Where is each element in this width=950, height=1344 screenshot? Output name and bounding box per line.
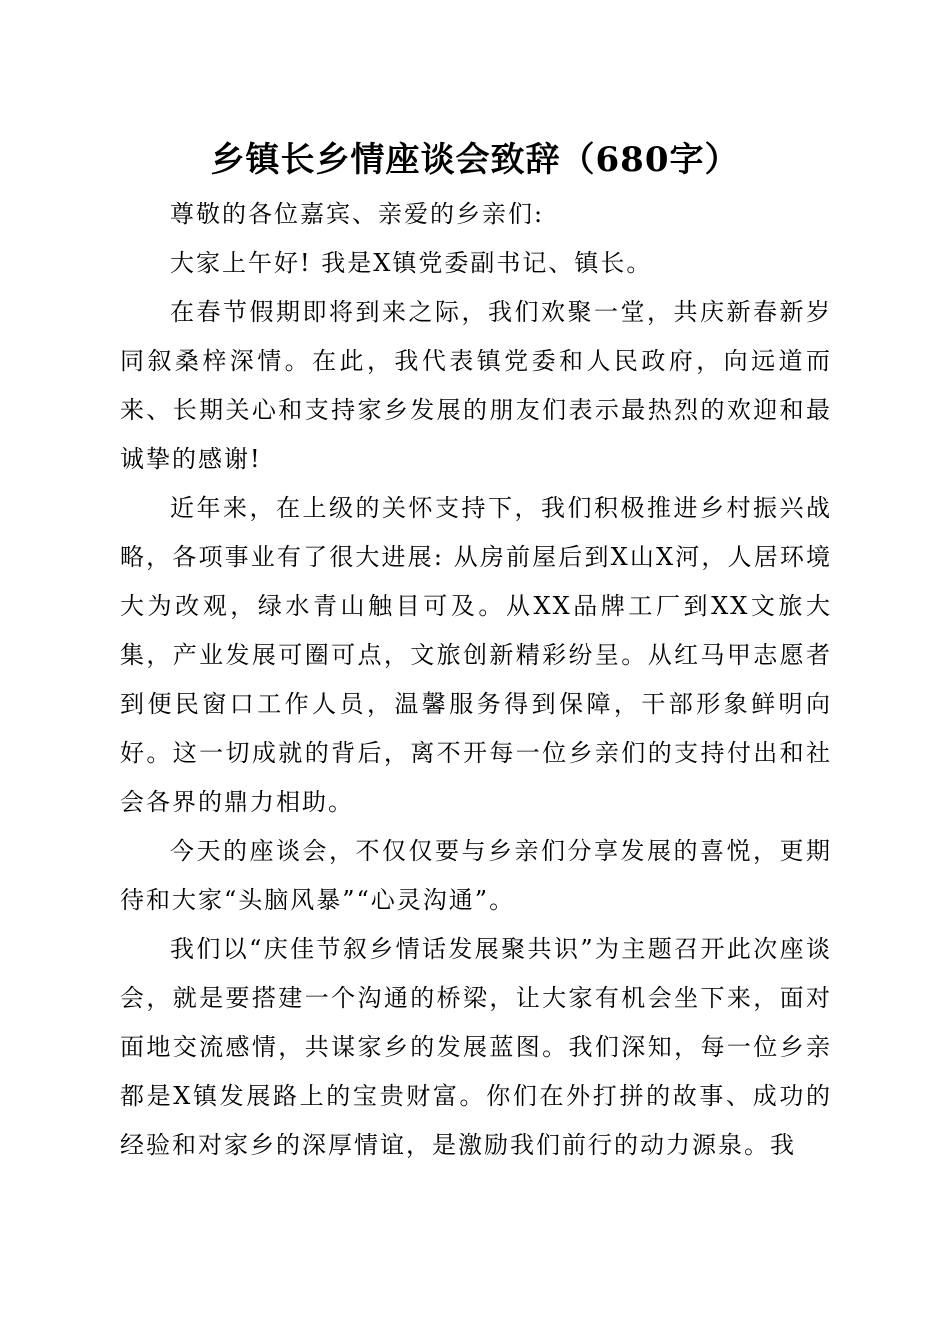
document-body (120, 190, 832, 1170)
paragraph-welcome: 在春节假期即将到来之际，我们欢聚一堂，共庆新春新岁同叙桑梓深情。在此，我代表镇党委和人民政府，向远道而来、长期关心和支持家乡发展的朋友们表示最热烈的欢迎和最诚挚的感谢! (120, 298, 832, 473)
paragraph-greeting: 大家上午好! 我是X镇党委副书记、镇长。 (170, 249, 653, 277)
paragraph-salutation: 尊敬的各位嘉宾、亲爱的乡亲们: (170, 200, 545, 228)
document-title: 乡镇长乡情座谈会致辞（680字） (210, 140, 740, 180)
paragraph-achievements: 近年来，在上级的关怀支持下，我们积极推进乡村振兴战略，各项事业有了很大进展: 从房前屋后到X山X河，人居环境大为改观，绿水青山触目可及。从XX品牌工厂到XX文旅大集，产业发展可圈可点，文旅创新精彩纷呈。从红马甲志愿者到便民窗口工作人员，温馨服务得到保障，干部形象鲜明向好。这一切成就的背后，离不开每一位乡亲们的支持付出和社会各界的鼎力相助。 (120, 494, 832, 816)
paragraph-theme: 我们以“庆佳节叙乡情话发展聚共识”为主题召开此次座谈会，就是要搭建一个沟通的桥梁，让大家有机会坐下来，面对面地交流感情，共谋家乡的发展蓝图。我们深知，每一位乡亲都是X镇发展路上的宝贵财富。你们在外打拼的故事、成功的经验和对家乡的深厚情谊，是激励我们前行的动力源泉。我 (120, 935, 832, 1159)
paragraph-purpose: 今天的座谈会，不仅仅要与乡亲们分享发展的喜悦，更期待和大家“头脑风暴”“心灵沟通”。 (120, 837, 832, 914)
